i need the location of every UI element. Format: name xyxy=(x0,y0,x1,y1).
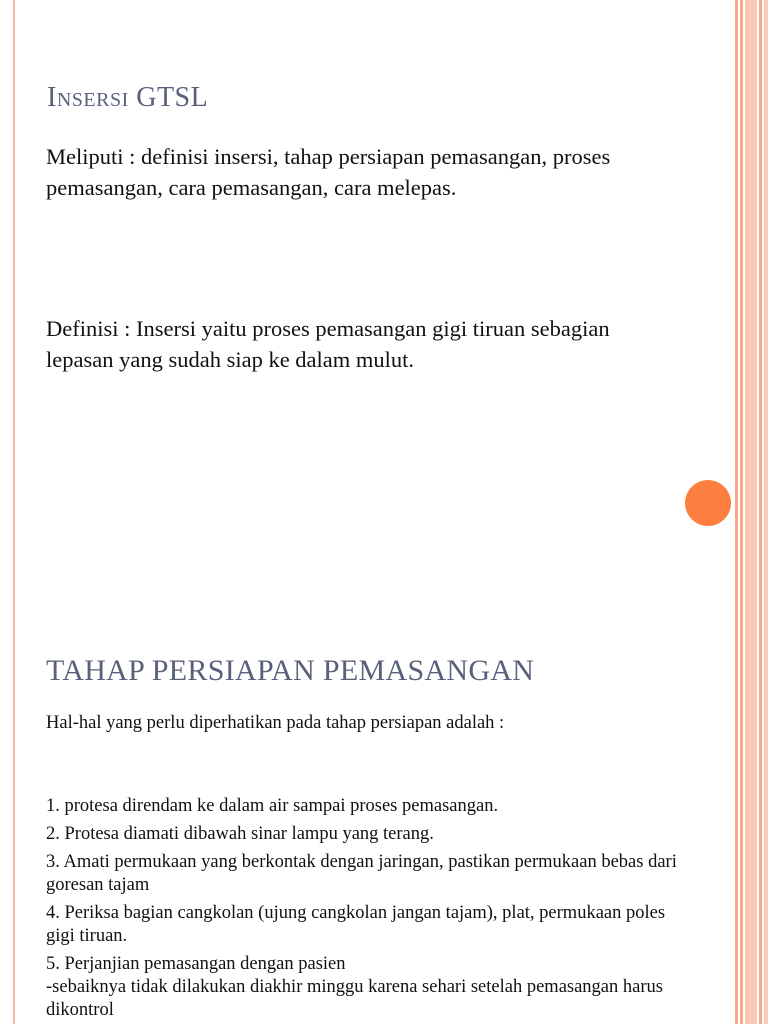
stripe xyxy=(735,0,738,1024)
slide-title-insersi xyxy=(47,82,208,114)
stripe xyxy=(764,0,768,1024)
list-item: 3. Amati permukaan yang berkontak dengan jaringan, pastikan permukaan bebas dari goresan tajam xyxy=(46,852,677,895)
stripe xyxy=(745,0,757,1024)
right-decorative-band xyxy=(735,0,768,1024)
list-item: 1. protesa direndam ke dalam air sampai proses pemasangan. xyxy=(46,796,499,816)
left-accent-line xyxy=(13,0,15,1024)
list-item: -sebaiknya tidak dilakukan diakhir minggu karena sehari setelah pemasangan harus dikontrol xyxy=(46,977,663,1020)
title-smallcaps: nsersi xyxy=(56,82,129,113)
intro-paragraph: Meliputi : definisi insersi, tahap persiapan pemasangan, proses pemasangan, cara pemasangan, cara melepas. xyxy=(46,144,611,200)
title-suffix: GTSL xyxy=(128,82,209,113)
stripe xyxy=(759,0,762,1024)
list-item: 2. Protesa diamati dibawah sinar lampu yang terang. xyxy=(46,824,434,844)
title-prefix: I xyxy=(47,82,57,113)
tahap-intro: Hal-hal yang perlu diperhatikan pada tahap persiapan adalah : xyxy=(46,713,505,733)
list-item: 5. Perjanjian pemasangan dengan pasien xyxy=(46,954,346,974)
definition-paragraph: Definisi : Insersi yaitu proses pemasangan gigi tiruan sebagian lepasan yang sudah siap ke dalam mulut. xyxy=(46,316,610,372)
accent-dot xyxy=(685,480,731,526)
slide-title-tahap-persiapan: TAHAP PERSIAPAN PEMASANGAN xyxy=(46,654,535,687)
stripe xyxy=(740,0,743,1024)
preparation-list xyxy=(46,795,686,1024)
list-item: 4. Periksa bagian cangkolan (ujung cangkolan jangan tajam), plat, permukaan poles gigi tiruan. xyxy=(46,903,666,946)
